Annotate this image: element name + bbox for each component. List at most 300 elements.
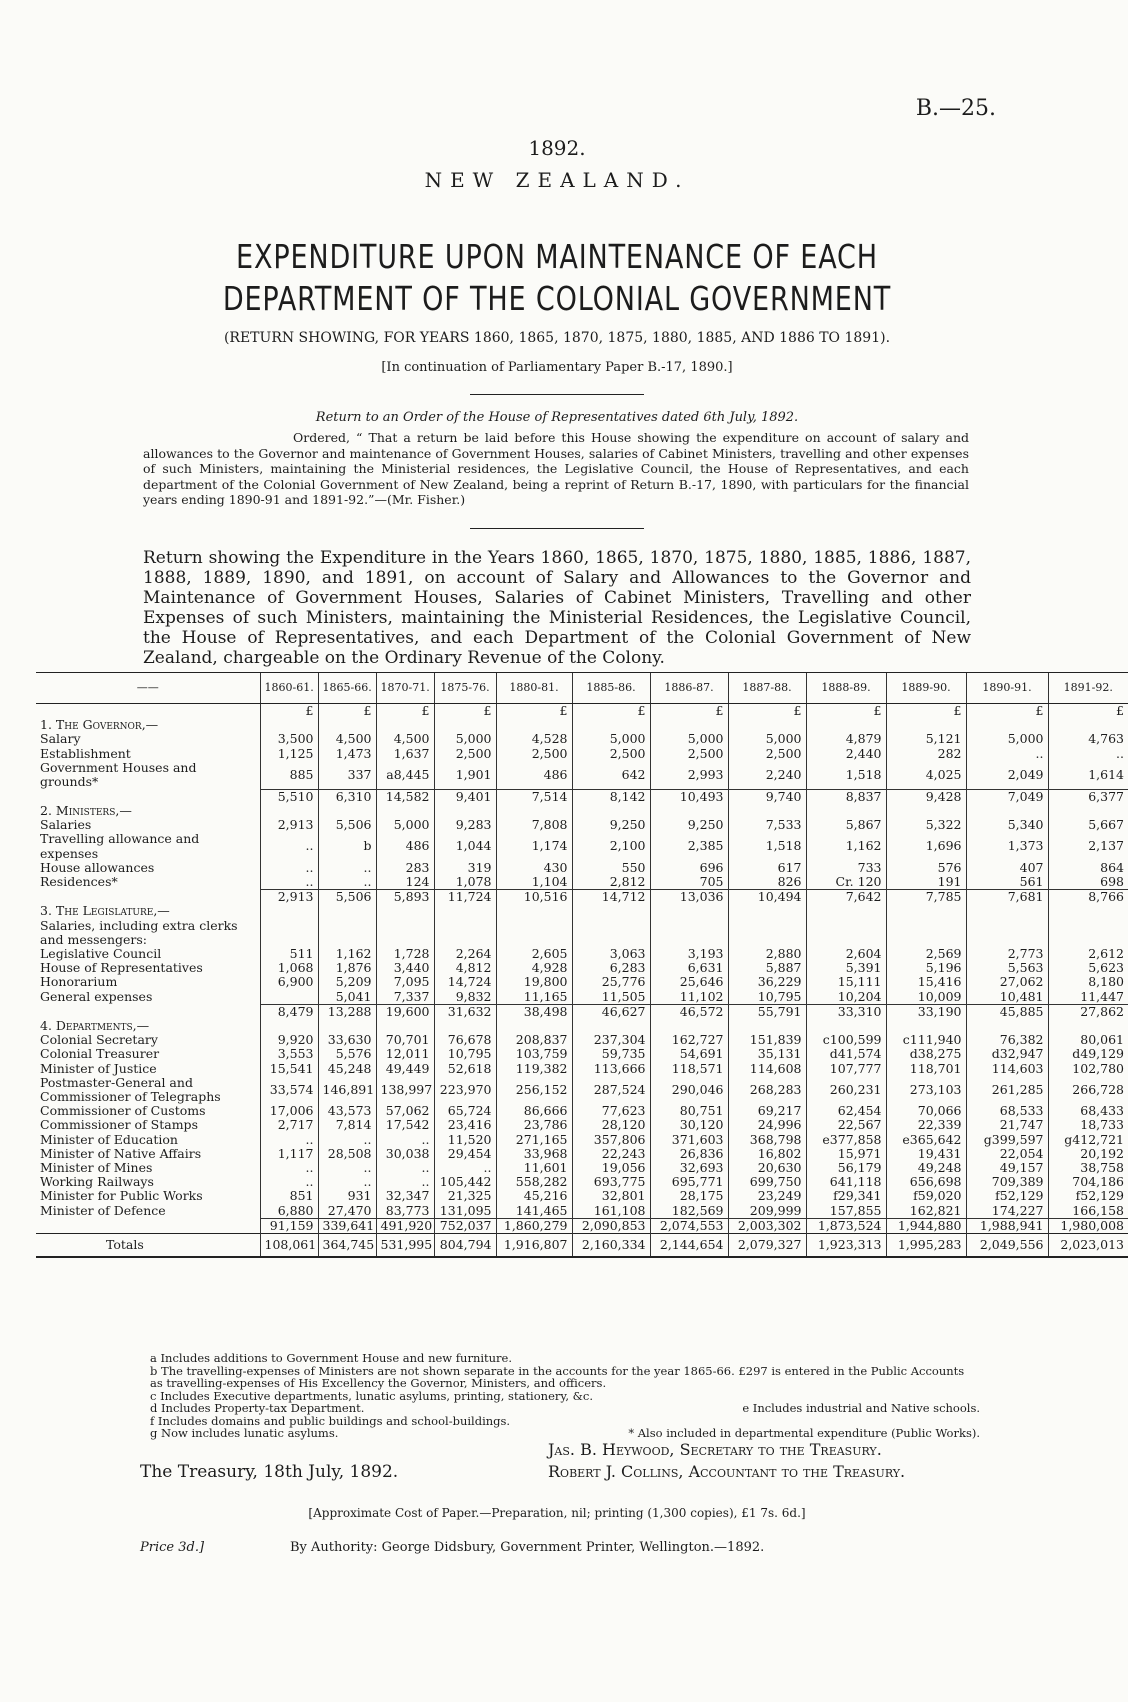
empty-cell — [728, 919, 806, 947]
value-cell: 5,867 — [806, 818, 886, 832]
empty-cell — [434, 919, 496, 947]
value-cell: 6,880 — [260, 1204, 318, 1219]
value-cell: 699,750 — [728, 1175, 806, 1189]
value-cell: 3,063 — [572, 947, 650, 961]
value-cell: 15,111 — [806, 975, 886, 989]
value-cell: 10,481 — [966, 990, 1048, 1005]
empty-cell — [376, 919, 434, 947]
value-cell: 21,747 — [966, 1118, 1048, 1132]
subtotal-cell: 46,572 — [650, 1004, 728, 1019]
empty-cell — [886, 718, 966, 732]
value-cell: 5,000 — [966, 732, 1048, 746]
value-cell: 5,322 — [886, 818, 966, 832]
value-cell: 266,728 — [1048, 1076, 1128, 1104]
value-cell: 11,447 — [1048, 990, 1128, 1005]
value-cell: 337 — [318, 761, 376, 789]
table-row — [36, 975, 1128, 989]
empty-cell — [496, 804, 572, 818]
value-cell: 32,693 — [650, 1161, 728, 1175]
value-cell: 1,518 — [728, 832, 806, 860]
section-note-row — [36, 919, 1128, 947]
value-cell: 68,433 — [1048, 1104, 1128, 1118]
year-header: 1891-92. — [1048, 673, 1128, 704]
subtotal-cell: 55,791 — [728, 1004, 806, 1019]
value-cell: 174,227 — [966, 1204, 1048, 1219]
value-cell: f59,020 — [886, 1189, 966, 1203]
empty-cell — [376, 904, 434, 918]
value-cell: 864 — [1048, 861, 1128, 875]
value-cell: 287,524 — [572, 1076, 650, 1104]
year-header: 1890-91. — [966, 673, 1048, 704]
value-cell: 2,717 — [260, 1118, 318, 1132]
value-cell: 5,000 — [650, 732, 728, 746]
value-cell: d41,574 — [806, 1047, 886, 1061]
value-cell: 114,608 — [728, 1062, 806, 1076]
value-cell: 9,250 — [572, 818, 650, 832]
currency-cell: £ — [260, 704, 318, 719]
subtotal-row — [36, 890, 1128, 905]
empty-cell — [806, 804, 886, 818]
value-cell: 32,347 — [376, 1189, 434, 1203]
value-cell: .. — [260, 1161, 318, 1175]
order-title: Return to an Order of the House of Representatives dated 6th July, 1892. — [315, 410, 799, 425]
year-header: 1887-88. — [728, 673, 806, 704]
footnote-e: e Includes industrial and Native schools. — [742, 1401, 980, 1415]
value-cell: b — [318, 832, 376, 860]
value-cell: 617 — [728, 861, 806, 875]
value-cell: 5,576 — [318, 1047, 376, 1061]
value-cell: 21,325 — [434, 1189, 496, 1203]
value-cell: 826 — [728, 875, 806, 890]
table-row — [36, 747, 1128, 761]
value-cell: 15,541 — [260, 1062, 318, 1076]
empty-cell — [1048, 1019, 1128, 1033]
value-cell: 56,179 — [806, 1161, 886, 1175]
divider — [470, 528, 644, 529]
currency-cell: £ — [650, 704, 728, 719]
value-cell: 283 — [376, 861, 434, 875]
value-cell: d38,275 — [886, 1047, 966, 1061]
value-cell: 162,727 — [650, 1033, 728, 1047]
price: Price 3d.] — [140, 1540, 205, 1555]
subtotal-cell: 7,681 — [966, 890, 1048, 905]
value-cell: 5,340 — [966, 818, 1048, 832]
value-cell: 105,442 — [434, 1175, 496, 1189]
year-header: 1880-81. — [496, 673, 572, 704]
subtotal-cell: 9,401 — [434, 789, 496, 804]
value-cell: 4,812 — [434, 961, 496, 975]
total-cell: 531,995 — [376, 1234, 434, 1258]
footnote-b: b The travelling-expenses of Ministers are not shown separate in the accounts for the year 1865-66. £297 is entered in the Public Accounts as travelling-expenses of His Excellency the Governor, Ministers, and officers. — [150, 1363, 965, 1390]
subtotal-cell: 27,862 — [1048, 1004, 1128, 1019]
total-cell: 2,144,654 — [650, 1234, 728, 1258]
value-cell: 151,839 — [728, 1033, 806, 1047]
section-heading-row — [36, 718, 1128, 732]
currency-cell: £ — [886, 704, 966, 719]
empty-cell — [650, 718, 728, 732]
empty-cell — [260, 919, 318, 947]
value-cell: 9,250 — [650, 818, 728, 832]
value-cell: 77,623 — [572, 1104, 650, 1118]
value-cell: d32,947 — [966, 1047, 1048, 1061]
value-cell: 733 — [806, 861, 886, 875]
value-cell: 2,604 — [806, 947, 886, 961]
value-cell: 209,999 — [728, 1204, 806, 1219]
value-cell: Cr. 120 — [806, 875, 886, 890]
value-cell: 5,000 — [376, 818, 434, 832]
value-cell: 49,157 — [966, 1161, 1048, 1175]
table-body — [36, 704, 1128, 1258]
value-cell: 131,095 — [434, 1204, 496, 1219]
table-row — [36, 861, 1128, 875]
value-cell: .. — [1048, 747, 1128, 761]
value-cell: 191 — [886, 875, 966, 890]
empty-cell — [260, 904, 318, 918]
value-cell: 9,283 — [434, 818, 496, 832]
value-cell: 5,000 — [572, 732, 650, 746]
value-cell: 45,248 — [318, 1062, 376, 1076]
table-row — [36, 875, 1128, 890]
empty-cell — [496, 1019, 572, 1033]
value-cell: 2,605 — [496, 947, 572, 961]
subtotal-cell: 2,003,302 — [728, 1218, 806, 1233]
value-cell: 696 — [650, 861, 728, 875]
value-cell: 16,802 — [728, 1147, 806, 1161]
value-cell: 851 — [260, 1189, 318, 1203]
value-cell: 18,733 — [1048, 1118, 1128, 1132]
value-cell: 10,795 — [728, 990, 806, 1005]
empty-cell — [728, 1019, 806, 1033]
value-cell: 709,389 — [966, 1175, 1048, 1189]
empty-cell — [318, 1019, 376, 1033]
value-cell: .. — [376, 1175, 434, 1189]
value-cell: 17,006 — [260, 1104, 318, 1118]
total-cell: 1,923,313 — [806, 1234, 886, 1258]
row-label: Salary — [40, 731, 81, 747]
footnote-c: c Includes Executive departments, lunatic asylums, printing, stationery, &c. — [150, 1388, 593, 1403]
value-cell: 561 — [966, 875, 1048, 890]
value-cell: 5,391 — [806, 961, 886, 975]
subtotal-cell: 7,785 — [886, 890, 966, 905]
subtotal-cell: 491,920 — [376, 1218, 434, 1233]
table-row — [36, 1175, 1128, 1189]
value-cell: 1,174 — [496, 832, 572, 860]
row-label: Minister of Education — [40, 1131, 178, 1147]
table-row — [36, 732, 1128, 746]
value-cell: 7,814 — [318, 1118, 376, 1132]
value-cell: 146,891 — [318, 1076, 376, 1104]
value-cell: 70,066 — [886, 1104, 966, 1118]
value-cell: 22,567 — [806, 1118, 886, 1132]
table-row — [36, 761, 1128, 789]
value-cell: 76,678 — [434, 1033, 496, 1047]
table-row — [36, 1104, 1128, 1118]
value-cell: 19,056 — [572, 1161, 650, 1175]
value-cell: .. — [318, 1133, 376, 1147]
table-row — [36, 947, 1128, 961]
footnotes — [150, 1352, 980, 1440]
row-label: House of Representatives — [40, 960, 203, 976]
value-cell: 695,771 — [650, 1175, 728, 1189]
order-text: Ordered, “ That a return be laid before this House showing the expenditure on account of salary and allowances to the Governor and maintenance of Government Houses, salaries of Cabinet Ministers, travelling and other expenses of such Ministers, maintaining the Ministerial residences, the Legislative Council, the House of Representatives, and each department of the Colonial Government of New Zealand, being a reprint of Return B.-17, 1890, with particulars for the financial years ending 1890-91 and 1891-92.”—(Mr. Fisher.) — [143, 430, 969, 507]
value-cell: 642 — [572, 761, 650, 789]
subtotal-cell: 5,893 — [376, 890, 434, 905]
value-cell: 4,500 — [318, 732, 376, 746]
value-cell: 5,506 — [318, 818, 376, 832]
empty-cell — [36, 890, 260, 905]
value-cell: 704,186 — [1048, 1175, 1128, 1189]
value-cell: 7,533 — [728, 818, 806, 832]
row-label: House allowances — [40, 859, 155, 875]
value-cell: 19,800 — [496, 975, 572, 989]
value-cell: 52,618 — [434, 1062, 496, 1076]
table-row — [36, 1189, 1128, 1203]
value-cell: 260,231 — [806, 1076, 886, 1104]
value-cell: 30,120 — [650, 1118, 728, 1132]
subtotal-cell: 8,142 — [572, 789, 650, 804]
table-row — [36, 1161, 1128, 1175]
currency-cell: £ — [1048, 704, 1128, 719]
section-heading: 3. The Legislature,— — [40, 903, 170, 919]
empty-cell — [728, 718, 806, 732]
subtotal-cell: 14,582 — [376, 789, 434, 804]
value-cell: 15,416 — [886, 975, 966, 989]
value-cell: 2,049 — [966, 761, 1048, 789]
empty-cell — [728, 804, 806, 818]
value-cell: 705 — [650, 875, 728, 890]
table-row — [36, 818, 1128, 832]
value-cell: 76,382 — [966, 1033, 1048, 1047]
value-cell: 4,025 — [886, 761, 966, 789]
table-row — [36, 961, 1128, 975]
value-cell: 62,454 — [806, 1104, 886, 1118]
empty-cell — [1048, 804, 1128, 818]
table-row — [36, 1118, 1128, 1132]
value-cell: 656,698 — [886, 1175, 966, 1189]
value-cell: d49,129 — [1048, 1047, 1128, 1061]
value-cell: 166,158 — [1048, 1204, 1128, 1219]
row-label: Minister of Defence — [40, 1202, 166, 1218]
row-label: Legislative Council — [40, 945, 162, 961]
row-label: Colonial Treasurer — [40, 1046, 160, 1062]
empty-cell — [806, 919, 886, 947]
value-cell: 5,196 — [886, 961, 966, 975]
value-cell: 2,500 — [728, 747, 806, 761]
value-cell: 3,553 — [260, 1047, 318, 1061]
footnote-star: * Also included in departmental expenditure (Public Works). — [628, 1426, 980, 1440]
section-heading-row — [36, 904, 1128, 918]
subtotal-cell: 91,159 — [260, 1218, 318, 1233]
value-cell: 6,631 — [650, 961, 728, 975]
table-header-row — [36, 673, 1128, 704]
value-cell: a8,445 — [376, 761, 434, 789]
return-description: Return showing the Expenditure in the Years 1860, 1865, 1870, 1875, 1880, 1885, 1886, 1887, 1888, 1889, 1890, and 1891, on account of Salary and Allowances to the Governor and Maintenance of Government Houses, Salaries of Cabinet Ministers, Travelling and other Expenses of such Ministers, maintaining the Ministerial Residences, the Legislative Council, the House of Representatives, and each Department of the Colonial Government of New Zealand, chargeable on the Ordinary Revenue of the Colony. — [143, 548, 971, 668]
value-cell: 290,046 — [650, 1076, 728, 1104]
subtotal-cell: 2,074,553 — [650, 1218, 728, 1233]
value-cell: .. — [966, 747, 1048, 761]
subtotal-cell: 11,724 — [434, 890, 496, 905]
empty-cell — [376, 718, 434, 732]
empty-cell — [36, 704, 260, 719]
value-cell: 1,728 — [376, 947, 434, 961]
empty-cell — [496, 718, 572, 732]
value-cell: 33,574 — [260, 1076, 318, 1104]
value-cell: 11,165 — [496, 990, 572, 1005]
value-cell: g399,597 — [966, 1133, 1048, 1147]
value-cell: 1,518 — [806, 761, 886, 789]
empty-cell — [434, 804, 496, 818]
subtotal-cell: 8,766 — [1048, 890, 1128, 905]
subtotal-cell: 33,310 — [806, 1004, 886, 1019]
section-heading: 1. The Governor,— — [40, 717, 159, 733]
value-cell: 83,773 — [376, 1204, 434, 1219]
empty-cell — [376, 804, 434, 818]
value-cell: 30,038 — [376, 1147, 434, 1161]
value-cell: e365,642 — [886, 1133, 966, 1147]
row-label: Postmaster-General and Commissioner of Telegraphs — [40, 1074, 221, 1104]
value-cell: 12,011 — [376, 1047, 434, 1061]
row-label: Working Railways — [40, 1174, 154, 1190]
currency-cell: £ — [318, 704, 376, 719]
value-cell: 7,095 — [376, 975, 434, 989]
subtotal-row — [36, 1218, 1128, 1233]
table-row — [36, 990, 1128, 1005]
currency-cell: £ — [434, 704, 496, 719]
value-cell: 103,759 — [496, 1047, 572, 1061]
subtotal-cell: 10,516 — [496, 890, 572, 905]
footnote-f: f Includes domains and public buildings and school-buildings. — [150, 1413, 511, 1428]
empty-cell — [434, 904, 496, 918]
value-cell: 271,165 — [496, 1133, 572, 1147]
subtotal-row — [36, 789, 1128, 804]
value-cell: 5,667 — [1048, 818, 1128, 832]
value-cell: 2,812 — [572, 875, 650, 890]
value-cell: 7,808 — [496, 818, 572, 832]
value-cell: 4,879 — [806, 732, 886, 746]
empty-cell — [434, 1019, 496, 1033]
row-label: Minister of Justice — [40, 1060, 157, 1076]
value-cell: 5,887 — [728, 961, 806, 975]
empty-cell — [650, 804, 728, 818]
value-cell: 28,175 — [650, 1189, 728, 1203]
value-cell: 19,431 — [886, 1147, 966, 1161]
subtotal-cell: 13,036 — [650, 890, 728, 905]
value-cell: 17,542 — [376, 1118, 434, 1132]
empty-cell — [318, 904, 376, 918]
value-cell: 2,385 — [650, 832, 728, 860]
section-note: Salaries, including extra clerks and messengers: — [40, 917, 238, 947]
row-label: Colonial Secretary — [40, 1032, 158, 1048]
table-row — [36, 1147, 1128, 1161]
value-cell: 68,533 — [966, 1104, 1048, 1118]
value-cell: 2,880 — [728, 947, 806, 961]
value-cell: 641,118 — [806, 1175, 886, 1189]
value-cell: 558,282 — [496, 1175, 572, 1189]
subtotal-cell: 2,090,853 — [572, 1218, 650, 1233]
value-cell: 23,786 — [496, 1118, 572, 1132]
subtotal-cell: 339,641 — [318, 1218, 376, 1233]
value-cell: .. — [260, 1133, 318, 1147]
value-cell: 25,776 — [572, 975, 650, 989]
value-cell: 107,777 — [806, 1062, 886, 1076]
value-cell: 1,373 — [966, 832, 1048, 860]
value-cell: 25,646 — [650, 975, 728, 989]
value-cell: 256,152 — [496, 1076, 572, 1104]
value-cell: 2,569 — [886, 947, 966, 961]
row-label: Commissioner of Customs — [40, 1103, 206, 1119]
value-cell: 1,876 — [318, 961, 376, 975]
value-cell: 1,696 — [886, 832, 966, 860]
subtotal-cell: 7,514 — [496, 789, 572, 804]
value-cell: 70,701 — [376, 1033, 434, 1047]
document-year: 1892. — [528, 136, 586, 160]
value-cell: .. — [318, 861, 376, 875]
total-cell: 364,745 — [318, 1234, 376, 1258]
document-subtitle: (RETURN SHOWING, FOR YEARS 1860, 1865, 1870, 1875, 1880, 1885, AND 1886 TO 1891). — [223, 330, 891, 346]
row-label: Minister for Public Works — [40, 1188, 203, 1204]
row-label: Honorarium — [40, 974, 118, 990]
value-cell: 57,062 — [376, 1104, 434, 1118]
subtotal-cell: 19,600 — [376, 1004, 434, 1019]
value-cell: 36,229 — [728, 975, 806, 989]
value-cell: 7,337 — [376, 990, 434, 1005]
year-header: 1875-76. — [434, 673, 496, 704]
value-cell: 9,832 — [434, 990, 496, 1005]
total-cell: 2,079,327 — [728, 1234, 806, 1258]
value-cell: 2,773 — [966, 947, 1048, 961]
value-cell: 20,630 — [728, 1161, 806, 1175]
value-cell: .. — [260, 875, 318, 890]
value-cell: 1,104 — [496, 875, 572, 890]
subtotal-cell: 6,377 — [1048, 789, 1128, 804]
value-cell: 157,855 — [806, 1204, 886, 1219]
value-cell: 86,666 — [496, 1104, 572, 1118]
table-row — [36, 1076, 1128, 1104]
value-cell: 1,637 — [376, 747, 434, 761]
row-label: Government Houses and grounds* — [40, 759, 197, 790]
value-cell: 885 — [260, 761, 318, 789]
empty-cell — [376, 1019, 434, 1033]
year-header: 1860-61. — [260, 673, 318, 704]
currency-row — [36, 704, 1128, 719]
value-cell: 550 — [572, 861, 650, 875]
paper-reference: B.—25. — [915, 96, 996, 121]
value-cell: 182,569 — [650, 1204, 728, 1219]
table-row — [36, 832, 1128, 860]
table-row — [36, 1047, 1128, 1061]
empty-cell — [36, 1004, 260, 1019]
currency-cell: £ — [728, 704, 806, 719]
value-cell: 2,500 — [434, 747, 496, 761]
value-cell: .. — [318, 875, 376, 890]
value-cell: 430 — [496, 861, 572, 875]
empty-cell — [966, 904, 1048, 918]
value-cell: 2,913 — [260, 818, 318, 832]
signature-accountant: Robert J. Collins, Accountant to the Treasury. — [548, 1462, 906, 1481]
value-cell: 2,612 — [1048, 947, 1128, 961]
value-cell: 2,500 — [650, 747, 728, 761]
subtotal-cell: 7,642 — [806, 890, 886, 905]
subtotal-cell: 38,498 — [496, 1004, 572, 1019]
value-cell: 5,209 — [318, 975, 376, 989]
table-row — [36, 1062, 1128, 1076]
value-cell: 43,573 — [318, 1104, 376, 1118]
value-cell: 4,500 — [376, 732, 434, 746]
empty-cell — [966, 718, 1048, 732]
value-cell: 33,630 — [318, 1033, 376, 1047]
value-cell: 27,062 — [966, 975, 1048, 989]
empty-cell — [572, 904, 650, 918]
